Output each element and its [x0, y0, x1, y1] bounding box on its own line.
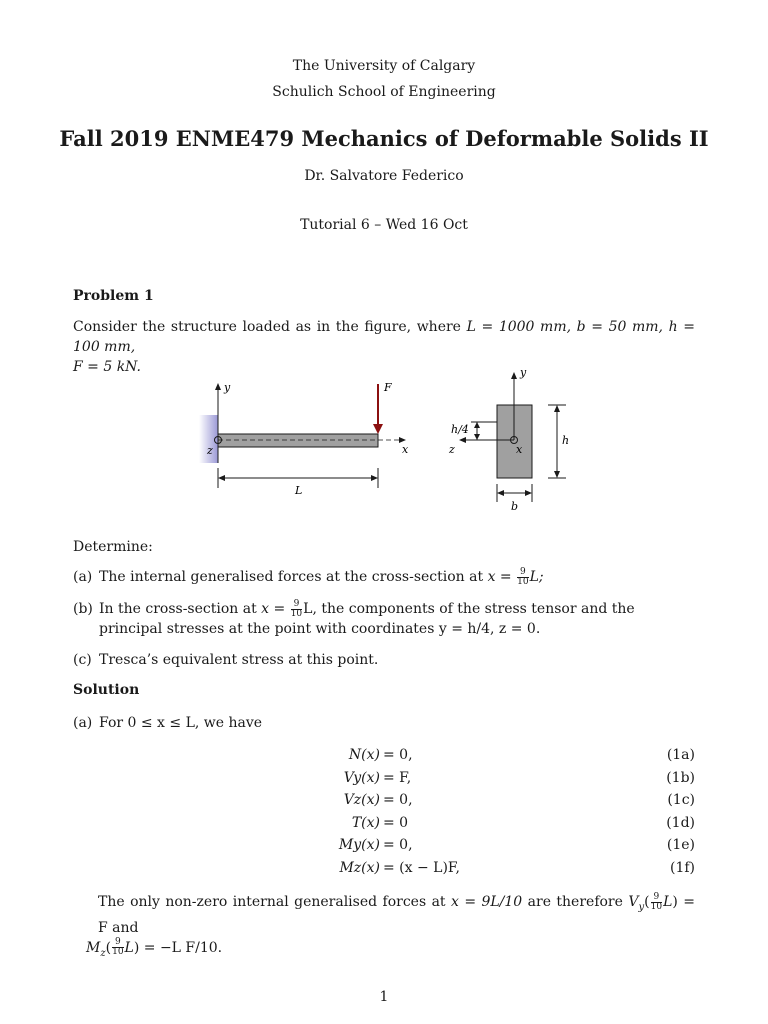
section-label-x: x	[516, 443, 523, 456]
equation-row	[73, 747, 695, 769]
equation-rhs: = 0	[383, 815, 409, 831]
equation-lhs: Vz(x)	[343, 792, 380, 808]
equation-rhs: = F,	[383, 770, 412, 786]
equation-lhs: Mz(x)	[339, 860, 380, 876]
equation-number: (1e)	[666, 837, 695, 853]
equation-row	[73, 815, 695, 837]
equation-number: (1c)	[667, 792, 695, 808]
page-number: 1	[379, 989, 389, 1005]
equation-row	[73, 792, 695, 814]
dim-h-top-arrow-icon	[554, 405, 560, 412]
tutorial-date: Tutorial 6 – Wed 16 Oct	[300, 217, 468, 233]
section-y-arrow-icon	[511, 372, 517, 379]
equation-rhs: = 0,	[383, 747, 413, 763]
beam-label-x: x	[402, 443, 409, 456]
solution-conclusion: The only non-zero internal generalised forces at x = 9L/10 are therefore $V_y$( $\frac{9}{10}$ L) = F and $M_z$( $\frac{9}{10}$ L) = −L F/10.	[86, 891, 695, 959]
equation-number: (1f)	[669, 860, 695, 876]
university-name: The University of Calgary	[292, 58, 476, 74]
equation-number: (1a)	[666, 747, 695, 763]
section-label-z: z	[449, 443, 455, 456]
equation-number: (1b)	[666, 770, 695, 786]
dim-b-left-arrow-icon	[497, 490, 504, 496]
dim-L-right-arrow-icon	[371, 475, 378, 481]
dim-h4-up-arrow-icon	[474, 422, 480, 428]
beam-label-z: z	[207, 444, 213, 457]
determine-item-b: (b) In the cross-section at x = $\frac{9}{10}$ L, the components of the stress tensor and the principal stresses at the point with coordinates y = h/4, z = 0.	[73, 598, 635, 637]
equation-number: (1d)	[666, 815, 695, 831]
equation-row	[73, 837, 695, 859]
cross-section-view	[448, 366, 569, 513]
structure-figure	[0, 360, 768, 520]
solution-heading: Solution	[73, 682, 140, 698]
section-label-h: h	[562, 434, 570, 447]
problem-heading: Problem 1	[73, 288, 154, 304]
beam-label-L: L	[295, 484, 303, 497]
equation-row	[73, 860, 695, 882]
dim-h4-down-arrow-icon	[474, 434, 480, 440]
determine-heading: Determine:	[73, 539, 153, 555]
equation-rhs: = (x − L)F,	[383, 860, 460, 876]
determine-item-c: (c) Tresca’s equivalent stress at this point.	[73, 652, 379, 668]
beam	[218, 434, 378, 447]
section-label-y: y	[520, 366, 527, 379]
equation-lhs: My(x)	[338, 837, 380, 853]
equation-lhs: N(x)	[348, 747, 380, 763]
dim-h-bottom-arrow-icon	[554, 471, 560, 478]
equation-lhs: Vy(x)	[343, 770, 380, 786]
determine-item-a: (a) The internal generalised forces at the cross-section at x = $\frac{9}{10}$ L;	[73, 566, 544, 587]
solution-a-intro: (a) For 0 ≤ x ≤ L, we have	[73, 715, 263, 731]
y-axis-arrow-icon	[215, 383, 221, 390]
section-z-arrow-icon	[459, 437, 466, 443]
equation-rhs: = 0,	[383, 837, 413, 853]
beam-label-F: F	[384, 381, 392, 394]
force-arrow-icon	[373, 424, 383, 434]
problem-intro: Consider the structure loaded as in the figure, where L = 1000 mm, b = 50 mm, h = 100 mm, F = 5 kN.	[73, 319, 695, 375]
equation-rhs: = 0,	[383, 792, 413, 808]
section-label-b: b	[511, 500, 519, 513]
equation-row	[73, 770, 695, 792]
school-name: Schulich School of Engineering	[272, 84, 496, 100]
beam-view	[199, 381, 409, 497]
document-title: Fall 2019 ENME479 Mechanics of Deformable Solids II	[59, 126, 709, 151]
author-name: Dr. Salvatore Federico	[304, 168, 464, 184]
section-label-h4: h/4	[451, 423, 469, 436]
beam-label-y: y	[224, 381, 231, 394]
dim-b-right-arrow-icon	[525, 490, 532, 496]
dim-L-left-arrow-icon	[218, 475, 225, 481]
equation-lhs: T(x)	[351, 815, 380, 831]
